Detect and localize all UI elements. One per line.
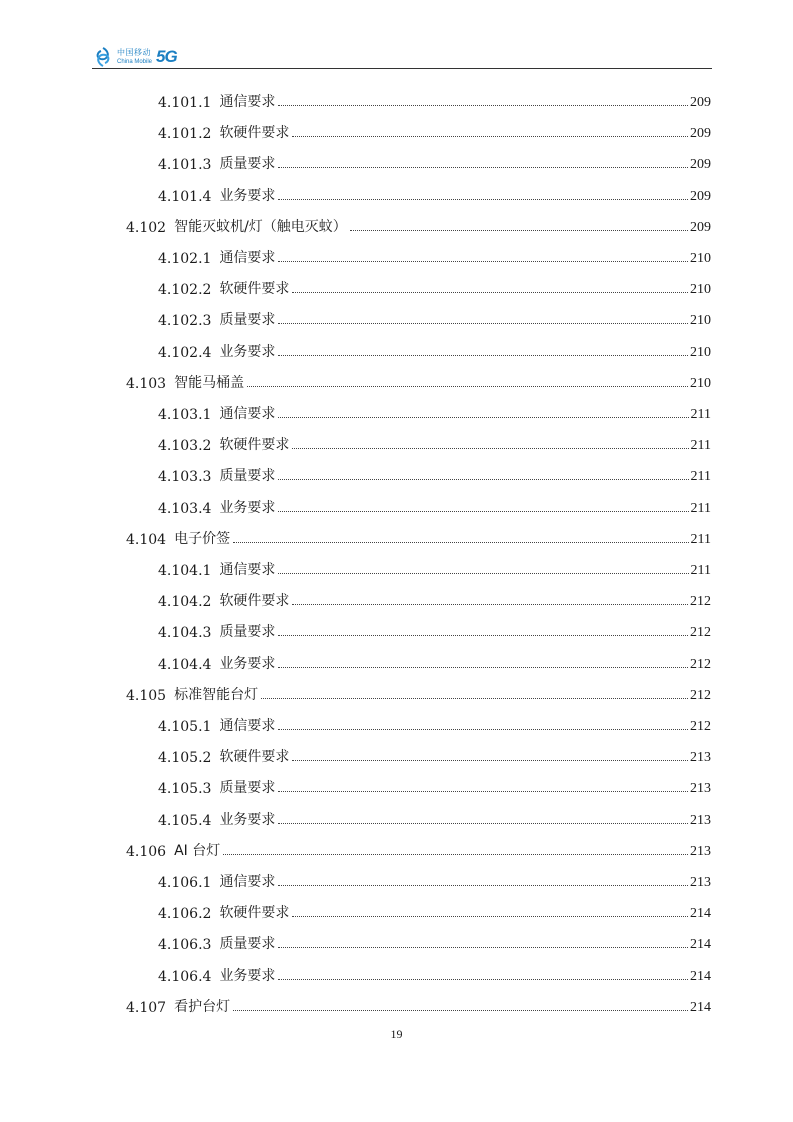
toc-entry-number: 4.102.1 — [158, 251, 212, 267]
toc-entry[interactable] — [126, 682, 711, 704]
toc-entry[interactable] — [158, 775, 711, 797]
toc-entry-page: 211 — [690, 531, 711, 547]
toc-entry-number: 4.102.3 — [158, 313, 212, 330]
toc-entry-number: 4.103.2 — [158, 438, 212, 455]
toc-entry[interactable] — [158, 807, 711, 829]
toc-dot-leader — [278, 822, 688, 824]
toc-dot-leader — [292, 759, 688, 761]
toc-dot-leader — [278, 790, 688, 792]
toc-entry-page: 209 — [690, 126, 711, 142]
toc-dot-leader — [278, 354, 688, 356]
toc-entry-page: 209 — [690, 95, 711, 110]
toc-entry[interactable] — [158, 619, 711, 641]
logo-chinese: 中国移动 — [117, 48, 151, 57]
toc-entry-page: 214 — [690, 999, 711, 1015]
toc-entry-page: 209 — [690, 219, 711, 235]
toc-entry-page: 212 — [690, 594, 711, 610]
toc-dot-leader — [278, 478, 688, 480]
toc-entry-number: 4.106.4 — [158, 968, 212, 985]
toc-dot-leader — [278, 884, 688, 886]
toc-entry-title: 通信要求 — [219, 562, 276, 578]
toc-entry-title: 电子价签 — [174, 530, 231, 547]
toc-entry-page: 209 — [690, 157, 711, 173]
toc-dot-leader — [233, 1009, 688, 1011]
toc-entry-number: 4.101.3 — [158, 157, 212, 174]
toc-entry-page: 212 — [690, 625, 711, 641]
toc-entry-title: 通信要求 — [219, 718, 276, 734]
toc-dot-leader — [278, 104, 688, 106]
toc-entry-page: 211 — [690, 469, 711, 485]
toc-entry[interactable] — [158, 713, 711, 735]
toc-dot-leader — [292, 915, 688, 917]
toc-entry-number: 4.103.1 — [158, 407, 212, 423]
page-number: 19 — [390, 1027, 403, 1041]
toc-entry-number: 4.102.4 — [158, 344, 212, 361]
toc-entry-title: 业务要求 — [219, 187, 276, 204]
toc-entry[interactable] — [158, 651, 711, 673]
toc-entry-page: 211 — [690, 563, 711, 578]
toc-entry-number: 4.104.2 — [158, 594, 212, 611]
toc-entry-number: 4.105.2 — [158, 750, 212, 767]
toc-entry-number: 4.106.2 — [158, 906, 212, 923]
toc-entry[interactable] — [158, 276, 711, 298]
toc-dot-leader — [278, 416, 688, 418]
toc-entry-page: 210 — [690, 344, 711, 360]
logo-5g: 5G — [156, 47, 177, 66]
toc-entry-number: 4.105.3 — [158, 781, 212, 798]
toc-entry-page: 214 — [690, 968, 711, 984]
toc-entry-title: AI 台灯 — [174, 842, 221, 859]
toc-entry[interactable] — [158, 89, 711, 111]
toc-entry[interactable] — [158, 900, 711, 922]
toc-entry[interactable] — [158, 307, 711, 329]
toc-dot-leader — [350, 229, 688, 231]
toc-entry-page: 214 — [690, 906, 711, 922]
toc-entry-number: 4.107 — [126, 999, 167, 1016]
toc-entry-page: 213 — [690, 750, 711, 766]
toc-entry-title: 质量要求 — [219, 312, 276, 329]
toc-entry[interactable] — [158, 151, 711, 173]
toc-entry[interactable] — [126, 526, 711, 548]
toc-entry-title: 软硬件要求 — [219, 593, 290, 610]
toc-entry-title: 软硬件要求 — [219, 437, 290, 454]
toc-dot-leader — [278, 166, 688, 168]
toc-entry-title: 智能灭蚊机/灯（触电灭蚊） — [174, 218, 347, 235]
toc-entry[interactable] — [126, 994, 711, 1016]
toc-entry-title: 智能马桶盖 — [174, 374, 245, 391]
toc-entry-page: 213 — [690, 812, 711, 828]
toc-dot-leader — [261, 697, 688, 699]
toc-dot-leader — [278, 198, 688, 200]
toc-entry[interactable] — [158, 245, 711, 267]
toc-dot-leader — [278, 946, 688, 948]
toc-entry-page: 212 — [690, 719, 711, 734]
toc-entry-number: 4.101.4 — [158, 188, 212, 205]
toc-entry-number: 4.106 — [126, 843, 167, 860]
toc-dot-leader — [292, 135, 688, 137]
toc-entry-page: 211 — [690, 438, 711, 454]
toc-entry-title: 通信要求 — [219, 406, 276, 422]
toc-dot-leader — [278, 634, 688, 636]
header-rule — [92, 68, 712, 69]
toc-dot-leader — [278, 978, 688, 980]
toc-entry-title: 软硬件要求 — [219, 281, 290, 298]
toc-entry-number: 4.105 — [126, 687, 167, 704]
toc-entry-page: 212 — [690, 656, 711, 672]
toc-entry-title: 软硬件要求 — [219, 125, 290, 142]
toc-entry-page: 210 — [690, 251, 711, 266]
china-mobile-logo — [92, 44, 177, 70]
toc-entry-number: 4.104 — [126, 531, 167, 548]
toc-entry[interactable] — [158, 432, 711, 454]
toc-entry[interactable] — [158, 495, 711, 517]
toc-entry-page: 210 — [690, 282, 711, 298]
toc-entry-number: 4.102 — [126, 219, 167, 236]
toc-entry-title: 业务要求 — [219, 967, 276, 984]
logo-english: China Mobile — [117, 59, 153, 65]
toc-entry[interactable] — [158, 463, 711, 485]
toc-entry-number: 4.101.2 — [158, 126, 212, 143]
toc-entry-page: 212 — [690, 687, 711, 703]
toc-entry-page: 214 — [690, 937, 711, 953]
toc-entry-title: 软硬件要求 — [219, 749, 290, 766]
toc-entry[interactable] — [158, 869, 711, 891]
toc-entry[interactable] — [158, 963, 711, 985]
toc-entry-title: 业务要求 — [219, 343, 276, 360]
toc-dot-leader — [292, 603, 688, 605]
toc-dot-leader — [278, 666, 688, 668]
toc-dot-leader — [278, 572, 688, 574]
toc-entry[interactable] — [158, 183, 711, 205]
toc-entry-title: 质量要求 — [219, 936, 276, 953]
toc-entry-page: 210 — [690, 375, 711, 391]
toc-dot-leader — [233, 541, 688, 543]
toc-dot-leader — [278, 728, 688, 730]
toc-entry[interactable] — [126, 370, 711, 392]
china-mobile-mark-icon — [92, 46, 114, 68]
toc-entry-title: 业务要求 — [219, 655, 276, 672]
toc-entry-title: 看护台灯 — [174, 998, 231, 1015]
toc-entry-title: 通信要求 — [219, 250, 276, 266]
toc-entry-title: 标准智能台灯 — [174, 686, 259, 703]
toc-entry-number: 4.101.1 — [158, 95, 212, 111]
toc-entry-number: 4.103 — [126, 375, 167, 392]
toc-entry[interactable] — [158, 120, 711, 142]
toc-entry-title: 质量要求 — [219, 624, 276, 641]
toc-entry-number: 4.103.4 — [158, 500, 212, 517]
toc-dot-leader — [278, 260, 688, 262]
toc-entry-number: 4.106.3 — [158, 937, 212, 954]
page-header — [92, 44, 712, 70]
toc-entry[interactable] — [158, 557, 711, 579]
toc-dot-leader — [278, 510, 688, 512]
toc-dot-leader — [223, 853, 688, 855]
toc-dot-leader — [247, 385, 688, 387]
toc-entry-title: 业务要求 — [219, 499, 276, 516]
toc-entry-number: 4.104.1 — [158, 563, 212, 579]
toc-entry[interactable] — [158, 588, 711, 610]
toc-entry-number: 4.106.1 — [158, 875, 212, 891]
toc-entry-title: 通信要求 — [219, 94, 276, 110]
toc-entry-title: 通信要求 — [219, 874, 276, 890]
toc-entry[interactable] — [158, 339, 711, 361]
toc-entry[interactable] — [126, 838, 711, 860]
toc-entry-title: 业务要求 — [219, 811, 276, 828]
toc-entry-number: 4.105.4 — [158, 812, 212, 829]
toc-entry-number: 4.105.1 — [158, 719, 212, 735]
toc-dot-leader — [292, 291, 688, 293]
toc-entry-page: 209 — [690, 188, 711, 204]
toc-entry-page: 213 — [690, 781, 711, 797]
toc-dot-leader — [292, 447, 688, 449]
toc-entry[interactable] — [158, 401, 711, 423]
toc-entry[interactable] — [158, 931, 711, 953]
toc-dot-leader — [278, 322, 688, 324]
toc-entry-title: 软硬件要求 — [219, 905, 290, 922]
toc-entry-page: 213 — [690, 843, 711, 859]
toc-entry-number: 4.104.4 — [158, 656, 212, 673]
toc-entry-number: 4.103.3 — [158, 469, 212, 486]
toc-entry-title: 质量要求 — [219, 468, 276, 485]
toc-entry-page: 213 — [690, 875, 711, 890]
toc-entry-number: 4.102.2 — [158, 282, 212, 299]
toc-entry-page: 211 — [690, 500, 711, 516]
toc-entry-title: 质量要求 — [219, 156, 276, 173]
toc-entry[interactable] — [126, 214, 711, 236]
toc-entry-number: 4.104.3 — [158, 625, 212, 642]
toc-entry[interactable] — [158, 744, 711, 766]
toc-entry-title: 质量要求 — [219, 780, 276, 797]
toc-entry-page: 211 — [690, 407, 711, 422]
toc-entry-page: 210 — [690, 313, 711, 329]
